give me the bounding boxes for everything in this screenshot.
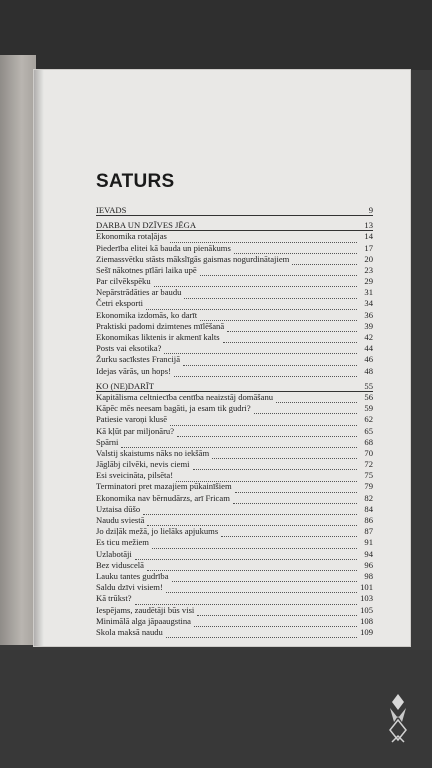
toc-entry-row [96,537,373,548]
toc-entry-row [96,593,373,604]
toc-entry-row [96,616,373,627]
toc-entry-label: Bez viduscelā [96,559,144,570]
toc-entry-label: Kāpēc mēs neesam bagāti, ja esam tik gudri? [96,403,251,414]
toc-dot-leader [200,268,357,276]
toc-entry-label: Praktiski padomi dzimtenes mīlēšanā [96,320,225,331]
toc-dot-leader [164,346,357,354]
toc-dot-leader [135,597,357,605]
toc-entry-label: Ekonomika rotaļājas [96,231,167,242]
toc-entry-row [96,549,373,560]
toc-entry-row [96,231,373,242]
toc-entry-label: Posts vai eksotika? [96,343,162,354]
toc-dot-leader [152,541,357,549]
toc-entry-row [96,515,373,526]
toc-entry-row [96,403,373,414]
toc-dot-leader [212,451,357,459]
toc-entry-label: Naudu sviestā [96,515,145,526]
toc-dot-leader [292,257,357,265]
toc-entry-row [96,470,373,481]
background-top [0,0,432,70]
toc-dot-leader [276,395,357,403]
toc-page-number: 82 [364,492,373,503]
toc-entry-row [96,627,373,638]
toc-dot-leader [194,619,357,627]
toc-dot-leader [174,369,357,377]
toc-page-number: 44 [364,343,373,354]
toc-entry-label: Uzlabotāji [96,548,132,559]
toc-entry-row [96,504,373,515]
toc-entry-label: Kā trūkst? [96,593,132,604]
toc-dot-leader [223,335,357,343]
toc-page-number: 70 [364,447,373,458]
toc-entry-row [96,426,373,437]
toc-entry-label: Ziemassvētku stāsts mākslīgās gaismas nogurdinātajiem [96,253,290,264]
toc-page-number: 72 [364,459,373,470]
toc-section-row [96,220,373,231]
toc-page-number: 31 [364,287,373,298]
toc-entry-label: Uztaisa dūšo [96,503,141,514]
toc-dot-leader [170,418,357,426]
toc-entry-row [96,243,373,254]
toc-entry-label: Kapitālisma celtniecība centība neaizstāj domāšanu [96,391,274,402]
toc-dot-leader [143,507,357,515]
toc-entry-label: Jo dziļāk mežā, jo lielāks apjukums [96,526,219,537]
toc-entry-row [96,448,373,459]
toc-page-number: 29 [364,276,373,287]
toc-entry-label: Jāglābj cilvēki, nevis ciemi [96,459,190,470]
toc-entry-row [96,571,373,582]
toc-page-number: 13 [364,220,373,231]
toc-entry-label: Ekonomika nav bērnudārzs, arī Fricam [96,492,230,503]
toc-entry-label: Četri eksporti [96,298,144,309]
toc-entry-row [96,459,373,470]
toc-dot-leader [170,235,357,243]
toc-section-row [96,205,373,216]
toc-page-number: 42 [364,332,373,343]
toc-page-number: 23 [364,264,373,275]
toc-page-number: 103 [360,593,373,604]
toc-page-number: 86 [364,515,373,526]
toc-entry-label: Valstij skaistums nāks no iekšām [96,447,210,458]
toc-page-number: 9 [368,204,373,215]
toc-entry-row [96,354,373,365]
left-page-edge [0,55,36,645]
toc-dot-leader [166,630,357,638]
toc-dot-leader [200,313,357,321]
toc-dot-leader [221,529,357,537]
toc-entry-row [96,605,373,616]
toc-page-number: 14 [364,231,373,242]
toc-entry-row [96,265,373,276]
toc-page-number: 34 [364,298,373,309]
toc-page-number: 94 [364,548,373,559]
toc-entry-label: Par cilvēkspēku [96,276,151,287]
toc-dot-leader [147,563,357,571]
toc-entry-label: Es ticu mežiem [96,537,149,548]
toc-entry-label: Žurku sacīkstes Francijā [96,354,181,365]
toc-page-number: 36 [364,309,373,320]
page-gutter-shadow [34,70,44,646]
toc-page-number: 96 [364,559,373,570]
toc-dot-leader [177,429,357,437]
toc-entry-label: Patiesie varoņi klusē [96,414,168,425]
toc-page-number: 56 [364,391,373,402]
toc-entry-row [96,343,373,354]
toc-entry-row [96,310,373,321]
toc-page-number: 59 [364,403,373,414]
toc-page-number: 75 [364,470,373,481]
toc-entry-row [96,437,373,448]
toc-dot-leader [183,358,357,366]
toc-entry-label: Esi sveicināta, pilsēta! [96,470,174,481]
toc-entry-label: Skola maksā naudu [96,626,163,637]
toc-section-row [96,381,373,392]
toc-entry-label: KO (NE)DARĪT [96,380,154,391]
toc-page-number: 46 [364,354,373,365]
toc-entry-label: Saldu dzīvi visiem! [96,582,163,593]
toc-page-number: 109 [360,626,373,637]
toc-entry-row [96,287,373,298]
toc-entry-row [96,392,373,403]
background-table [0,650,432,768]
toc-dot-leader [184,291,357,299]
toc-entry-label: Ekonomikas liktenis ir akmenī kalts [96,332,220,343]
toc-entry-row [96,254,373,265]
toc-entry-row [96,414,373,425]
toc-dot-leader [146,302,357,310]
toc-page-number: 91 [364,537,373,548]
toc-entry-label: Kā kļūt par miljonāru? [96,425,175,436]
section-underline [96,215,373,216]
toc-entry-label: Sešī nākotnes pīlāri laika upē [96,264,197,275]
toc-entry-label: Ekonomika izdomās, ko darīt [96,309,198,320]
toc-entry-label: Iespējams, zaudētāji būs visi [96,604,195,615]
toc-entry-row [96,332,373,343]
toc-entry-label: Nepārstrādāties ar baudu [96,287,182,298]
toc-dot-leader [254,406,357,414]
toc-dot-leader [193,462,357,470]
toc-page-number: 55 [364,380,373,391]
toc-page-number: 98 [364,570,373,581]
toc-page-number: 84 [364,503,373,514]
toc-page-number: 17 [364,242,373,253]
toc-entry-row [96,493,373,504]
toc-page-number: 101 [360,582,373,593]
toc-dot-leader [233,496,357,504]
toc-page-number: 105 [360,604,373,615]
toc-entry-label: IEVADS [96,204,127,215]
watermark-logo-icon [378,690,418,750]
toc-page-number: 62 [364,414,373,425]
toc-page-number: 20 [364,253,373,264]
toc-dot-leader [234,246,357,254]
toc-dot-leader [227,324,357,332]
toc-page-number: 39 [364,320,373,331]
toc-entry-label: Spārni [96,436,119,447]
toc-entry-row [96,582,373,593]
toc-entry-row [96,526,373,537]
toc-dot-leader [235,485,357,493]
toc-dot-leader [147,518,357,526]
toc-entry-row [96,321,373,332]
toc-page-number: 87 [364,526,373,537]
toc-dot-leader [135,552,357,560]
toc-dot-leader [176,474,357,482]
toc-entry-label: Idejas vārās, un hops! [96,365,171,376]
toc-dot-leader [154,279,357,287]
toc-entry-row [96,482,373,493]
toc-dot-leader [121,440,357,448]
toc-entry-label: DARBA UN DZĪVES JĒGA [96,220,197,231]
toc-entry-row [96,299,373,310]
toc-dot-leader [166,585,357,593]
toc-entry-label: Lauku tantes gudrība [96,570,169,581]
toc-page-number: 108 [360,615,373,626]
toc-entry-row [96,366,373,377]
toc-entry-label: Terminatori pret mazajiem pūkainīšiem [96,481,232,492]
toc-dot-leader [197,608,357,616]
toc-page-number: 68 [364,436,373,447]
toc-entry-label: Piederība elitei kā bauda un pienākums [96,242,231,253]
toc-page-number: 65 [364,425,373,436]
toc-entry-row [96,276,373,287]
table-of-contents [96,201,373,638]
toc-entry-label: Minimālā alga jāpaaugstina [96,615,191,626]
toc-entry-row [96,560,373,571]
toc-page-number: 79 [364,481,373,492]
toc-dot-leader [172,574,357,582]
toc-page-number: 48 [364,365,373,376]
page-title: SATURS [96,171,175,192]
